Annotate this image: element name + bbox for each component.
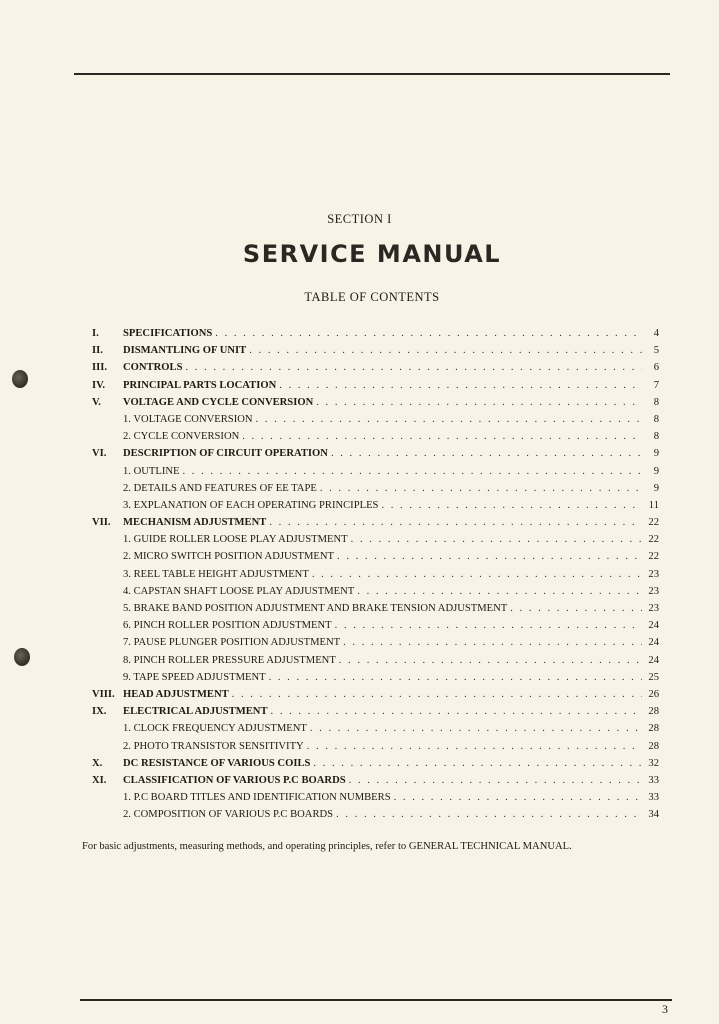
toc-entry: [92, 600, 659, 617]
toc-entry: [92, 463, 659, 480]
toc-leader-dots: [357, 583, 642, 600]
toc-entry-page: 11: [648, 499, 659, 511]
toc-leader-dots: [185, 359, 642, 376]
toc-leader-dots: [242, 428, 642, 445]
toc-leader-dots: [337, 548, 642, 565]
toc-entry-label: MECHANISM ADJUSTMENT: [123, 517, 267, 529]
toc-entry-label: 2. MICRO SWITCH POSITION ADJUSTMENT: [123, 551, 335, 563]
page-number: 3: [662, 1002, 668, 1016]
toc-entry: [92, 669, 659, 686]
toc-entry-label: CLASSIFICATION OF VARIOUS P.C BOARDS: [123, 774, 346, 786]
toc-entry-page: 6: [653, 362, 659, 374]
toc-entry: [92, 445, 659, 462]
toc-entry: [92, 772, 659, 789]
table-of-contents: [92, 325, 659, 823]
toc-entry-label: 8. PINCH ROLLER PRESSURE ADJUSTMENT: [123, 654, 336, 666]
toc-entry-page: 8: [653, 413, 659, 425]
toc-entry-label: HEAD ADJUSTMENT: [123, 688, 229, 700]
toc-entry-label: 4. CAPSTAN SHAFT LOOSE PLAY ADJUSTMENT: [123, 585, 355, 597]
toc-leader-dots: [349, 772, 642, 789]
toc-entry: [92, 583, 659, 600]
toc-entry-label: 2. DETAILS AND FEATURES OF EE TAPE: [123, 482, 317, 494]
toc-leader-dots: [271, 703, 642, 720]
toc-leader-dots: [307, 738, 642, 755]
toc-leader-dots: [316, 394, 642, 411]
toc-entry-page: 22: [648, 517, 659, 529]
toc-entry: [92, 548, 659, 565]
toc-entry: [92, 720, 659, 737]
toc-entry-page: 24: [648, 654, 659, 666]
toc-entry-page: 28: [648, 723, 659, 735]
toc-entry-number: III.: [92, 362, 108, 374]
toc-entry-page: 23: [648, 603, 659, 614]
toc-entry-number: I.: [92, 328, 99, 339]
toc-entry-label: 1. VOLTAGE CONVERSION: [123, 413, 253, 425]
toc-entry-label: 2. PHOTO TRANSISTOR SENSITIVITY: [123, 740, 304, 752]
toc-entry: [92, 703, 659, 720]
toc-entry-page: 24: [648, 620, 659, 632]
toc-entry-number: VI.: [92, 448, 107, 460]
toc-entry-label: PRINCIPAL PARTS LOCATION: [123, 379, 277, 391]
toc-entry-number: IV.: [92, 379, 106, 391]
toc-leader-dots: [351, 531, 642, 548]
toc-leader-dots: [313, 755, 642, 772]
toc-entry-label: SPECIFICATIONS: [123, 328, 213, 339]
toc-entry-page: 25: [648, 671, 659, 683]
toc-entry: [92, 497, 659, 514]
toc-entry: [92, 617, 659, 634]
toc-entry-label: 3. EXPLANATION OF EACH OPERATING PRINCIPLES: [123, 499, 379, 511]
toc-entry-number: XI.: [92, 774, 107, 786]
toc-leader-dots: [312, 566, 642, 583]
toc-entry: [92, 652, 659, 669]
toc-leader-dots: [331, 445, 642, 462]
toc-entry: [92, 514, 659, 531]
toc-leader-dots: [381, 497, 642, 514]
toc-entry-label: 2. CYCLE CONVERSION: [123, 431, 240, 443]
toc-heading: TABLE OF CONTENTS: [304, 290, 440, 304]
toc-leader-dots: [256, 411, 642, 428]
toc-entry-page: 33: [648, 792, 659, 804]
toc-entry-page: 34: [648, 809, 659, 821]
toc-entry-page: 26: [648, 688, 659, 700]
punch-hole-upper: [12, 370, 28, 388]
toc-entry-number: VIII.: [92, 688, 115, 700]
toc-entry: [92, 634, 659, 651]
toc-entry-label: ELECTRICAL ADJUSTMENT: [123, 706, 268, 718]
toc-leader-dots: [269, 669, 642, 686]
toc-entry-page: 32: [648, 757, 659, 769]
toc-entry-label: 1. GUIDE ROLLER LOOSE PLAY ADJUSTMENT: [123, 534, 348, 546]
toc-entry: [92, 325, 659, 342]
toc-leader-dots: [232, 686, 642, 703]
toc-leader-dots: [343, 634, 642, 651]
toc-entry-number: IX.: [92, 706, 107, 718]
toc-leader-dots: [320, 480, 642, 497]
toc-entry-label: DC RESISTANCE OF VARIOUS COILS: [123, 757, 311, 769]
toc-entry-number: V.: [92, 396, 101, 408]
toc-entry-page: 28: [648, 706, 659, 718]
toc-entry-page: 23: [648, 585, 659, 597]
toc-entry-label: 2. COMPOSITION OF VARIOUS P.C BOARDS: [123, 809, 334, 821]
toc-entry-label: 3. REEL TABLE HEIGHT ADJUSTMENT: [123, 568, 309, 580]
page-title: SERVICE MANUAL: [242, 240, 502, 268]
toc-entry-page: 9: [653, 448, 659, 460]
toc-entry-label: 9. TAPE SPEED ADJUSTMENT: [123, 671, 266, 683]
toc-entry: [92, 738, 659, 755]
toc-entry: [92, 428, 659, 445]
bottom-rule: [80, 999, 672, 1001]
toc-entry-page: 5: [653, 345, 659, 357]
toc-entry-number: II.: [92, 345, 103, 357]
toc-entry-page: 33: [648, 774, 659, 786]
toc-entry-page: 23: [648, 568, 659, 580]
toc-entry-page: 22: [648, 534, 659, 546]
toc-entry: [92, 411, 659, 428]
toc-entry-label: 1. P.C BOARD TITLES AND IDENTIFICATION NUMBERS: [123, 792, 391, 804]
top-rule: [74, 73, 670, 75]
toc-entry: [92, 755, 659, 772]
toc-leader-dots: [339, 652, 642, 669]
toc-leader-dots: [394, 789, 642, 806]
toc-entry-label: 7. PAUSE PLUNGER POSITION ADJUSTMENT: [123, 637, 341, 649]
toc-entry: [92, 789, 659, 806]
toc-entry-page: 9: [653, 465, 659, 477]
toc-entry: [92, 806, 659, 823]
toc-entry-page: 28: [648, 740, 659, 752]
toc-entry-number: X.: [92, 757, 103, 769]
toc-entry-page: 24: [648, 637, 659, 649]
toc-entry-page: 4: [653, 328, 659, 339]
toc-entry: [92, 566, 659, 583]
toc-entry-label: VOLTAGE AND CYCLE CONVERSION: [123, 396, 314, 408]
toc-leader-dots: [510, 600, 642, 617]
toc-entry-label: 5. BRAKE BAND POSITION ADJUSTMENT AND BRAKE TENSION ADJUSTMENT: [123, 603, 508, 614]
toc-entry-label: DISMANTLING OF UNIT: [123, 345, 247, 357]
toc-entry: [92, 686, 659, 703]
toc-leader-dots: [183, 463, 643, 480]
toc-entry-page: 9: [653, 482, 659, 494]
toc-entry-label: 1. CLOCK FREQUENCY ADJUSTMENT: [123, 723, 307, 735]
toc-entry: [92, 480, 659, 497]
toc-entry-page: 7: [653, 379, 659, 391]
toc-leader-dots: [269, 514, 642, 531]
toc-entry-label: 1. OUTLINE: [123, 465, 180, 477]
toc-entry-page: 8: [653, 431, 659, 443]
toc-entry-page: 22: [648, 551, 659, 563]
punch-hole-lower: [14, 648, 30, 666]
section-label: SECTION I: [327, 212, 392, 226]
toc-entry: [92, 342, 659, 359]
toc-entry: [92, 377, 659, 394]
toc-entry-label: 6. PINCH ROLLER POSITION ADJUSTMENT: [123, 620, 332, 632]
toc-entry: [92, 394, 659, 411]
toc-leader-dots: [249, 342, 642, 359]
toc-leader-dots: [336, 806, 642, 823]
toc-leader-dots: [335, 617, 642, 634]
toc-leader-dots: [215, 325, 642, 342]
toc-entry-number: VII.: [92, 517, 111, 529]
toc-leader-dots: [310, 720, 642, 737]
toc-entry: [92, 531, 659, 548]
reference-note: For basic adjustments, measuring methods, and operating principles, refer to GENERAL TECHNICAL MANUAL.: [82, 841, 572, 852]
toc-entry-label: DESCRIPTION OF CIRCUIT OPERATION: [123, 448, 328, 460]
toc-leader-dots: [279, 377, 642, 394]
toc-entry-label: CONTROLS: [123, 362, 183, 374]
toc-entry: [92, 359, 659, 376]
toc-entry-page: 8: [653, 396, 659, 408]
